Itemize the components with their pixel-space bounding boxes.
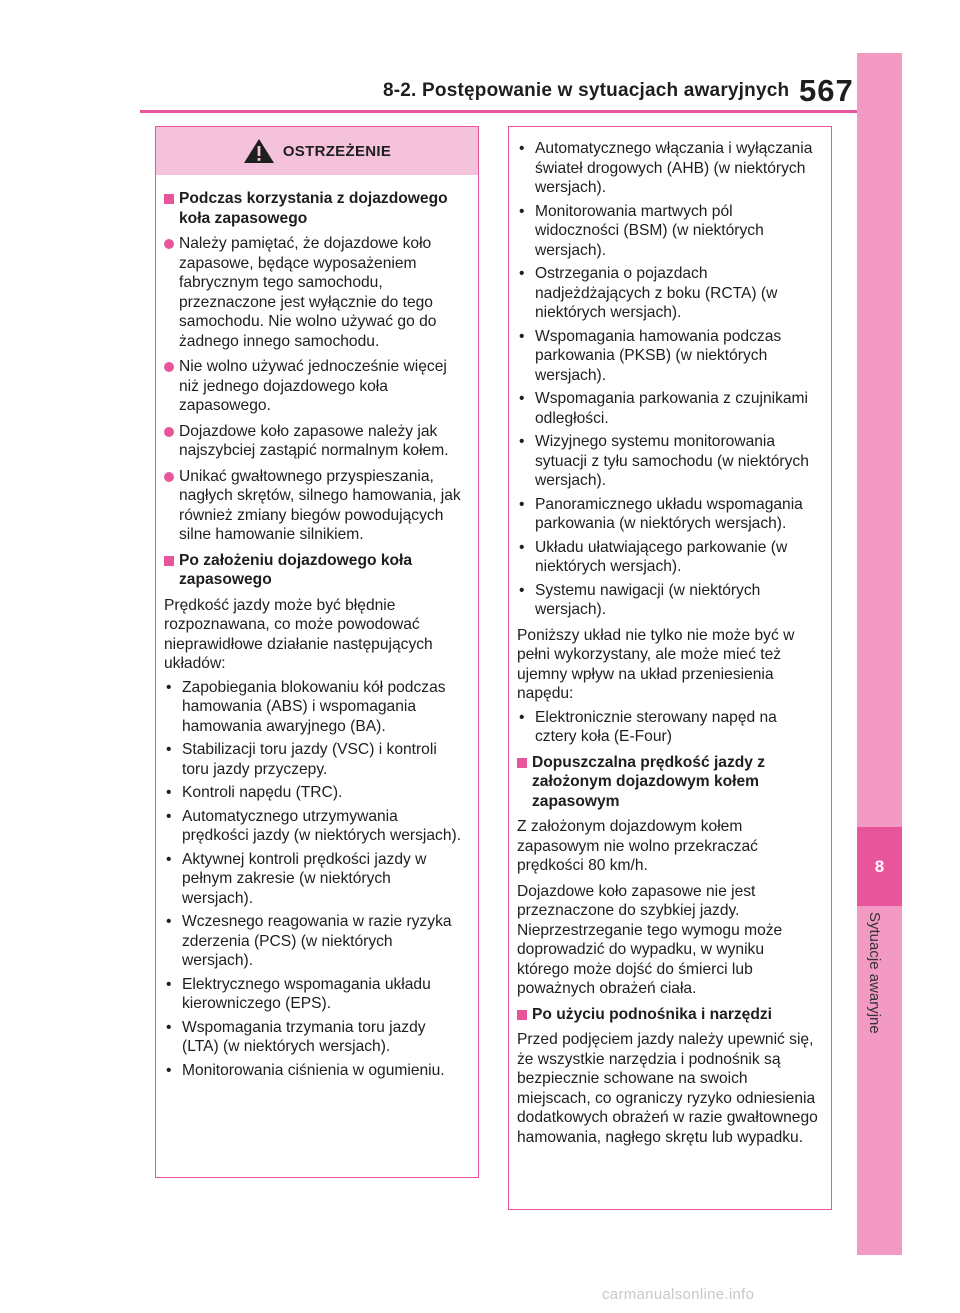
- continuation-content: [509, 127, 831, 1147]
- square-bullet-icon: [164, 556, 174, 566]
- warning-item: Należy pamiętać, że dojazdowe koło zapasowe, będące wyposażeniem fabrycznym tego samochodu, przeznaczone jest wyłącznie do tego samochodu. Nie wolno używać go do żadnego innego samochodu.: [164, 234, 466, 351]
- page-number: 567: [799, 73, 854, 108]
- list-item: • Elektrycznego wspomagania układu kierowniczego (EPS).: [166, 975, 431, 1012]
- list-item: • Wczesnego reagowania w razie ryzyka zderzenia (PCS) (w niektórych wersjach).: [166, 913, 452, 969]
- list-item: • Monitorowania martwych pól widoczności (BSM) (w niektórych wersjach).: [519, 202, 764, 259]
- watermark: carmanualsonline.info: [602, 1286, 755, 1303]
- subheading: Podczas korzystania z dojazdowego koła zapasowego: [164, 189, 466, 228]
- warning-box: [155, 126, 479, 1178]
- list-item: • Wspomagania hamowania podczas parkowania (PKSB) (w niektórych wersjach).: [519, 327, 782, 384]
- list-item: • Elektronicznie sterowany napęd na cztery koła (E-Four): [519, 708, 777, 745]
- warning-header: [156, 127, 478, 175]
- subheading: Po założeniu dojazdowego koła zapasowego: [164, 551, 466, 590]
- list-item: • Zapobiegania blokowaniu kół podczas hamowania (ABS) i wspomagania hamowania awaryjnego (BA).: [166, 678, 446, 735]
- square-bullet-icon: [517, 1010, 527, 1020]
- square-bullet-icon: [164, 194, 174, 204]
- paragraph: Z założonym dojazdowym kołem zapasowym nie wolno przekraczać prędkości 80 km/h.: [517, 818, 758, 874]
- list-item: • Automatycznego włączania i wyłączania świateł drogowych (AHB) (w niektórych wersjach).: [519, 140, 813, 196]
- warning-item: Dojazdowe koło zapasowe należy jak najszybciej zastąpić normalnym kołem.: [164, 422, 466, 461]
- subheading: Po użyciu podnośnika i narzędzi: [517, 1005, 819, 1025]
- warning-title: OSTRZEŻENIE: [282, 142, 392, 160]
- subheading: Dopuszczalna prędkość jazdy z założonym dojazdowym kołem zapasowym: [517, 753, 819, 812]
- list-item: • Wizyjnego systemu monitorowania sytuacji z tyłu samochodu (w niektórych wersjach).: [519, 433, 809, 489]
- list-item: • Wspomagania trzymania toru jazdy (LTA) (w niektórych wersjach).: [166, 1018, 426, 1055]
- list-item: • Układu ułatwiającego parkowanie (w niektórych wersjach).: [519, 538, 788, 575]
- circle-bullet-icon: [164, 472, 174, 482]
- square-bullet-icon: [517, 758, 527, 768]
- list-item: • Monitorowania ciśnienia w ogumieniu.: [166, 1061, 445, 1079]
- warning-item: Nie wolno używać jednocześnie więcej niż jednego dojazdowego koła zapasowego.: [164, 357, 466, 416]
- circle-bullet-icon: [164, 239, 174, 249]
- warning-content: [156, 175, 478, 1080]
- list-item: • Kontroli napędu (TRC).: [166, 784, 343, 801]
- warning-triangle-icon: [243, 138, 275, 164]
- paragraph: Przed podjęciem jazdy należy upewnić się, że wszystkie narzędzia i podnośnik są bezpiecznie schowane na swoich miejscach, co ograniczy ryzyko odniesienia dodatkowych obrażeń w razie gwałtownego hamowania, nagłego skrętu lub wypadku.: [517, 1031, 818, 1146]
- list-item: • Wspomagania parkowania z czujnikami odległości.: [519, 390, 809, 427]
- list-item: • Systemu nawigacji (w niektórych wersjach).: [519, 581, 761, 618]
- list-item: • Ostrzegania o pojazdach nadjeżdżających z boku (RCTA) (w niektórych wersjach).: [519, 265, 778, 321]
- section-title: 8-2. Postępowanie w sytuacjach awaryjnych: [383, 80, 790, 101]
- paragraph: Prędkość jazdy może być błędnie rozpoznawana, co może powodować nieprawidłowe działanie następujących układów:: [164, 596, 433, 672]
- list-item: • Panoramicznego układu wspomagania parkowania (w niektórych wersjach).: [519, 495, 803, 532]
- circle-bullet-icon: [164, 362, 174, 372]
- list-item: • Aktywnej kontroli prędkości jazdy w pełnym zakresie (w niektórych wersjach).: [166, 850, 427, 907]
- continuation-box: [508, 126, 832, 1210]
- paragraph: Poniższy układ nie tylko nie może być w pełni wykorzystany, ale może mieć też ujemny wpływ na układ przeniesienia napędu:: [517, 626, 795, 702]
- paragraph: Dojazdowe koło zapasowe nie jest przeznaczone do szybkiej jazdy. Nieprzestrzeganie tego wymogu może doprowadzić do wypadku, w wyniku którego może dojść do śmierci lub poważnych obrażeń ciała.: [517, 882, 783, 997]
- chapter-label: Sytuacje awaryjne: [866, 912, 883, 1034]
- circle-bullet-icon: [164, 427, 174, 437]
- list-item: • Automatycznego utrzymywania prędkości jazdy (w niektórych wersjach).: [166, 807, 462, 844]
- side-tab-strip: [857, 53, 902, 1255]
- warning-item: Unikać gwałtownego przyspieszania, nagłych skrętów, silnego hamowania, jak również zmiany biegów powodujących silne hamowanie silnikiem.: [164, 467, 466, 545]
- chapter-number-tab[interactable]: 8: [857, 827, 902, 906]
- list-item: • Stabilizacji toru jazdy (VSC) i kontroli toru jazdy przyczepy.: [166, 741, 437, 778]
- header-rule: [140, 110, 857, 113]
